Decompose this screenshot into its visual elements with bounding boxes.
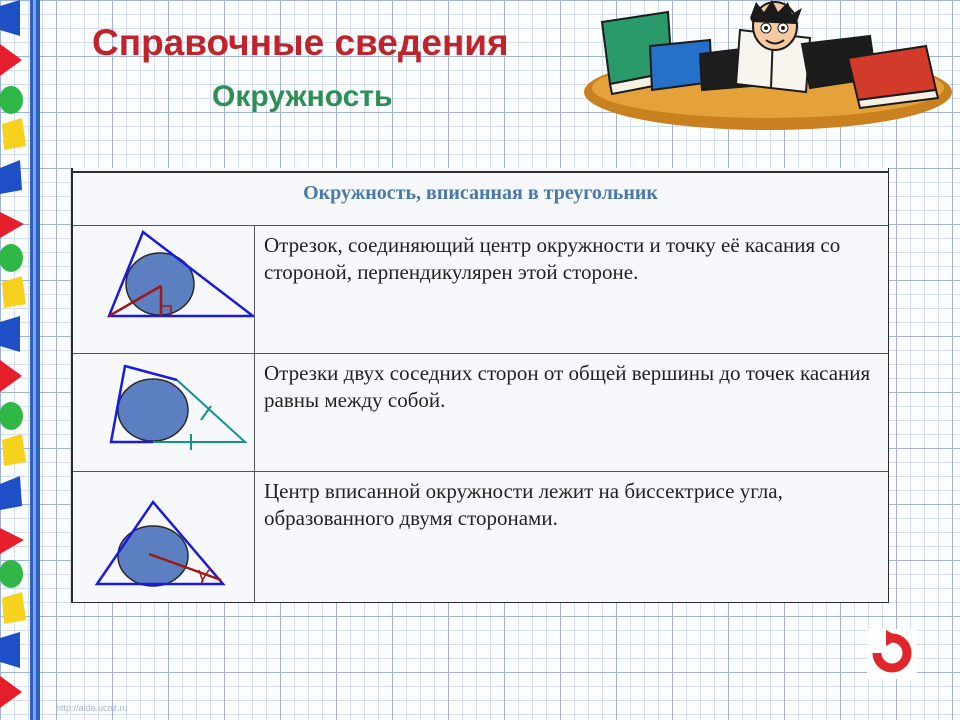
table-row bbox=[73, 226, 888, 354]
page-subtitle: Окружность bbox=[212, 80, 393, 113]
table-heading: Окружность, вписанная в треугольник bbox=[73, 168, 888, 226]
table-row bbox=[73, 472, 888, 603]
equal-tangent-segments-figure bbox=[73, 354, 255, 471]
row-text: Центр вписанной окружности лежит на биссектрисе угла, образованного двумя сторонами. bbox=[264, 479, 783, 530]
decorative-shapes-strip bbox=[0, 0, 40, 720]
page-title: Справочные сведения bbox=[92, 22, 509, 63]
reference-table bbox=[71, 168, 889, 603]
row-text: Отрезки двух соседних сторон от общей вершины до точек касания равны между собой. bbox=[264, 361, 871, 412]
undo-arrow-icon[interactable] bbox=[866, 628, 918, 680]
watermark-text: http://aida.ucoz.ru bbox=[56, 703, 128, 713]
bisector-figure bbox=[73, 472, 255, 603]
boy-reading-books-illustration bbox=[580, 0, 952, 140]
tangent-perpendicular-figure bbox=[73, 226, 255, 353]
row-text: Отрезок, соединяющий центр окружности и точку её касания со стороной, перпендикулярен этой стороне. bbox=[264, 233, 841, 284]
table-row bbox=[73, 354, 888, 472]
